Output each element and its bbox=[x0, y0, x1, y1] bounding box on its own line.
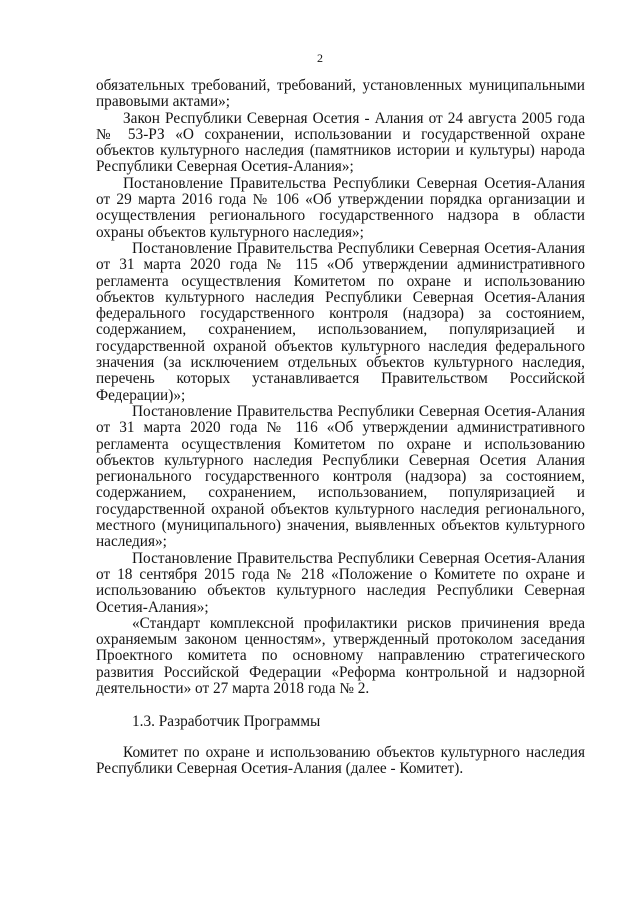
document-body bbox=[96, 78, 585, 697]
paragraph-obligations: обязательных требований, требований, установленных муниципальными правовыми актами»; bbox=[96, 77, 585, 111]
developer-paragraph: Комитет по охране и использованию объектов культурного наследия Республики Северная Осетия-Алания (далее - Комитет). bbox=[96, 744, 585, 778]
section-heading: 1.3. Разработчик Программы bbox=[132, 713, 321, 730]
paragraph-decree-116: Постановление Правительства Республики Северная Осетия-Алания от 31 марта 2020 года № 116 «Об утверждении административного регламента осуществления Комитетом по охране и использованию объектов культурного наследия Республики Северная Осетия Алания регионального государственного контроля (надзора) за состоянием, содержанием, сохранением, использованием, популяризацией и государственной охраной объектов культурного наследия регионального, местного (муниципального) значения, выявленных объектов культурного наследия»; bbox=[96, 402, 585, 551]
paragraph-law-53-rz: Закон Республики Северная Осетия - Алания от 24 августа 2005 года № 53-РЗ «О сохранении, использовании и государственной охране объектов культурного наследия (памятников истории и культуры) народа Республики Северная Осетия-Алания»; bbox=[96, 109, 585, 176]
paragraph-decree-115: Постановление Правительства Республики Северная Осетия-Алания от 31 марта 2020 года № 115 «Об утверждении административного регламента осуществления Комитетом по охране и использованию объектов культурного наследия Республики Северная Осетия-Алания федерального государственного контроля (надзора) за состоянием, содержанием, сохранением, использованием, популяризацией и государственной охраной объектов культурного наследия федерального значения (за исключением отдельных объектов культурного наследия, перечень которых устанавливается Правительством Российской Федерации)»; bbox=[96, 239, 585, 404]
paragraph-decree-218: Постановление Правительства Республики Северная Осетия-Алания от 18 сентября 2015 года № 218 «Положение о Комитете по охране и использованию объектов культурного наследия Республики Северная Осетия-Алания»; bbox=[96, 549, 585, 616]
paragraph-standard: «Стандарт комплексной профилактики рисков причинения вреда охраняемым законом ценностям», утвержденный протоколом заседания Проектного комитета по основному направлению стратегического развития Российской Федерации «Реформа контрольной и надзорной деятельности» от 27 марта 2018 года № 2. bbox=[96, 614, 585, 697]
paragraph-decree-106: Постановление Правительства Республики Северная Осетия-Алания от 29 марта 2016 года № 106 «Об утверждении порядка организации и осуществления регионального государственного надзора в области охраны объектов культурного наследия»; bbox=[96, 174, 585, 241]
page-number: 2 bbox=[317, 51, 323, 65]
